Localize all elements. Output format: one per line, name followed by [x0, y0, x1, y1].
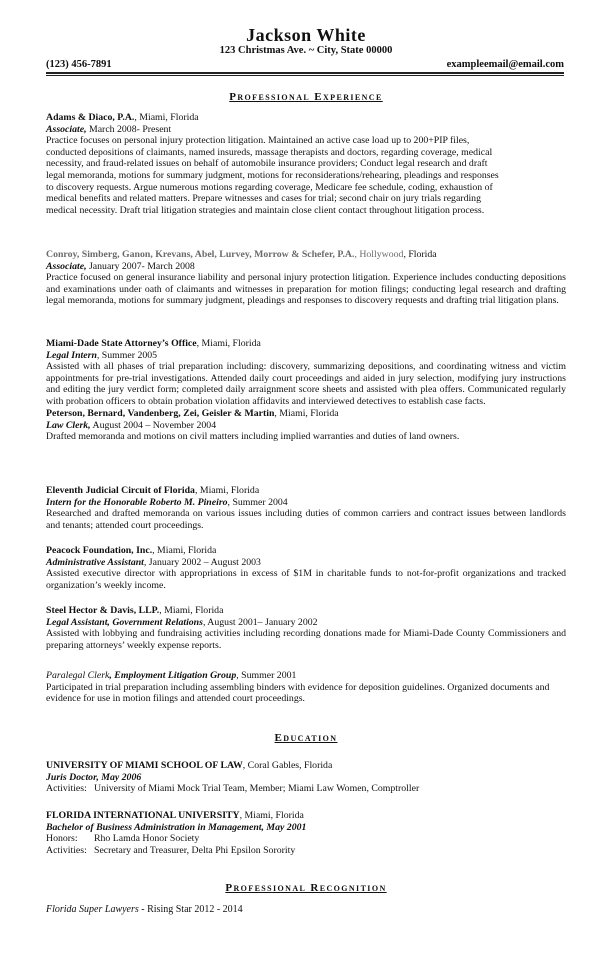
education-entry — [46, 760, 566, 795]
employer-location: , Miami, Florida — [196, 338, 261, 349]
job-title: Legal Intern — [46, 349, 97, 361]
job-dates: , January 2002 – August 2003 — [143, 556, 261, 568]
experience-entry — [46, 408, 566, 443]
employer-location: , Hollywood — [354, 249, 404, 260]
header-rule-thick — [46, 72, 564, 74]
job-dates: , Summer 2005 — [96, 349, 158, 361]
employer-location: , Miami, Florida — [134, 112, 199, 123]
detail-value: University of Miami Mock Trial Team, Member; Miami Law Women, Comptroller — [94, 783, 420, 795]
employer-name: Peacock Foundation, Inc. — [46, 545, 153, 556]
experience-entry — [46, 249, 566, 307]
employer-location: , Miami, Florida — [152, 545, 217, 556]
candidate-name: Jackson White — [246, 25, 366, 45]
education-detail-row — [46, 845, 566, 857]
job-description — [46, 135, 566, 216]
phone-number: (123) 456-7891 — [46, 59, 112, 70]
school-location: , Coral Gables, Florida — [242, 760, 333, 771]
detail-label: Activities: — [46, 844, 87, 856]
employer-name: Adams & Diaco, P.A. — [46, 112, 135, 123]
experience-entry — [46, 485, 566, 531]
experience-entry — [46, 338, 566, 408]
job-dates: August 2004 – November 2004 — [90, 419, 217, 431]
job-title: Administrative Assistant — [46, 556, 144, 568]
job-description: Drafted memoranda and motions on civil matters including implied warranties and duties of land owners. — [46, 431, 460, 443]
school-name: UNIVERSITY OF MIAMI SCHOOL OF LAW — [46, 760, 243, 771]
job-dates: March 2008- Present — [86, 123, 172, 135]
job-title: Legal Assistant, Government Relations — [46, 616, 203, 628]
detail-value: Rho Lamda Honor Society — [94, 833, 200, 845]
job-title: Paralegal Clerk — [46, 670, 110, 681]
experience-entry — [46, 112, 566, 216]
address-line: 123 Christmas Ave. ~ City, State 00000 — [219, 45, 393, 56]
school-name: FLORIDA INTERNATIONAL UNIVERSITY — [46, 810, 240, 821]
experience-entry — [46, 605, 566, 651]
section-heading-recognition: Professional Recognition — [225, 882, 387, 894]
detail-label: Activities: — [46, 783, 87, 795]
experience-entry — [46, 545, 566, 591]
description-line: Practice focuses on personal injury protection litigation. Maintained an active case load up to 200+PIP files, — [46, 135, 470, 147]
description-line: medical necessity. Draft trial litigation strategies and maintain close client contact throughout litigation process. — [46, 204, 485, 216]
education-detail-row — [46, 783, 566, 795]
job-title: Law Clerk, — [46, 419, 91, 431]
job-description: Assisted with all phases of trial preparation including: discovery, summarizing depositions, and coordinating witness and victim appointments for pre-trial investigations. Attended daily court proceedings and aided in jury selection, modifying jury instructions and editing the jury verdict form; completed daily arraignment score sheets and assisted with plea offers. Communicated regularly with probation officers to obtain probation violation affidavits and interviewed detectives to establish case facts. — [46, 361, 566, 407]
employer-name: Miami-Dade State Attorney’s Office — [46, 338, 197, 349]
employer-name: Peterson, Bernard, Vandenberg, Zei, Geisler & Martin — [46, 408, 275, 419]
email-address: exampleemail@email.com — [446, 59, 564, 70]
job-title: Associate, — [46, 123, 87, 135]
employer-name: Conroy, Simberg, Ganon, Krevans, Abel, Lurvey, Morrow & Schefer, P.A. — [46, 249, 355, 260]
job-dates: January 2007- March 2008 — [86, 260, 195, 272]
award-entry — [46, 904, 243, 916]
employer-location: , Miami, Florida — [274, 408, 339, 419]
school-location: , Miami, Florida — [239, 810, 304, 821]
job-dates: , Summer 2004 — [227, 496, 288, 508]
header-rule-thin — [46, 75, 564, 76]
job-title: Associate, — [46, 260, 87, 272]
job-description: Assisted with lobbying and fundraising activities including recording donations made for Miami-Dade County Commissioners and preparing attorneys’ weekly expense reports. — [46, 628, 566, 651]
detail-label: Honors: — [46, 833, 78, 845]
job-description: Practice focused on general insurance liability and personal injury protection litigation. Experience includes conducting depositions and examinations under oath of claimants and witnesses in preparation for motion filings; conducting legal research and drafting legal memoranda, motions for summary judgment, pleadings and responses to discovery requests and drafting trial litigation plans. — [46, 272, 566, 307]
employer-name: Eleventh Judicial Circuit of Florida — [46, 485, 195, 496]
section-heading-experience: Professional Experience — [229, 91, 383, 103]
detail-value: Secretary and Treasurer, Delta Phi Epsilon Sorority — [94, 844, 296, 856]
award-name: Florida Super Lawyers — [46, 904, 139, 915]
job-description: Assisted executive director with appropriations in excess of $1M in charitable funds to not-for-profit organizations and tracked organization’s weekly income. — [46, 568, 566, 591]
job-description: Participated in trial preparation including assembling binders with evidence for deposition guidelines. Organized documents and evidence for use in motion filings and attended court proceedings. — [46, 681, 550, 705]
section-heading-education: Education — [274, 732, 338, 744]
employer-name: Steel Hector & Davis, LLP. — [46, 605, 160, 616]
description-line: necessity, and fraud-related issues on behalf of automobile insurance providers; Conduct legal research and draft — [46, 158, 488, 170]
employer-location: , Miami, Florida — [194, 485, 260, 496]
experience-entry — [46, 670, 566, 705]
degree: Juris Doctor, May 2006 — [46, 771, 142, 783]
job-group: , Employment Litigation Group — [109, 670, 237, 681]
award-detail: - Rising Star 2012 - 2014 — [138, 904, 243, 915]
job-title: Intern for the Honorable Roberto M. Pineiro — [46, 496, 228, 508]
description-line: conducted depositions of claimants, named insureds, massage therapists and doctors, regarding coverage, medical — [46, 146, 493, 158]
degree: Bachelor of Business Administration in Management, May 2001 — [46, 821, 307, 833]
job-description: Researched and drafted memoranda on various issues including duties of common carriers and contract issues between landlords and tenants; attended court proceedings. — [46, 508, 566, 531]
education-entry — [46, 810, 566, 856]
description-line: legal memoranda, motions for summary judgment, motions for reconsiderations/rehearing, pleadings and responses — [46, 169, 499, 181]
employer-state: , Florida — [403, 249, 437, 260]
job-dates: , August 2001– January 2002 — [202, 616, 318, 628]
employer-location: , Miami, Florida — [159, 605, 224, 616]
description-line: to discovery requests. Argue numerous motions regarding coverage, Medicare fee schedule, coding, exhaustion of — [46, 181, 493, 193]
job-dates: , Summer 2001 — [236, 670, 297, 681]
education-detail-row — [46, 833, 566, 845]
description-line: medical benefits and related matters. Prepare witnesses and cases for trial; second chair on jury trials regarding — [46, 193, 481, 205]
